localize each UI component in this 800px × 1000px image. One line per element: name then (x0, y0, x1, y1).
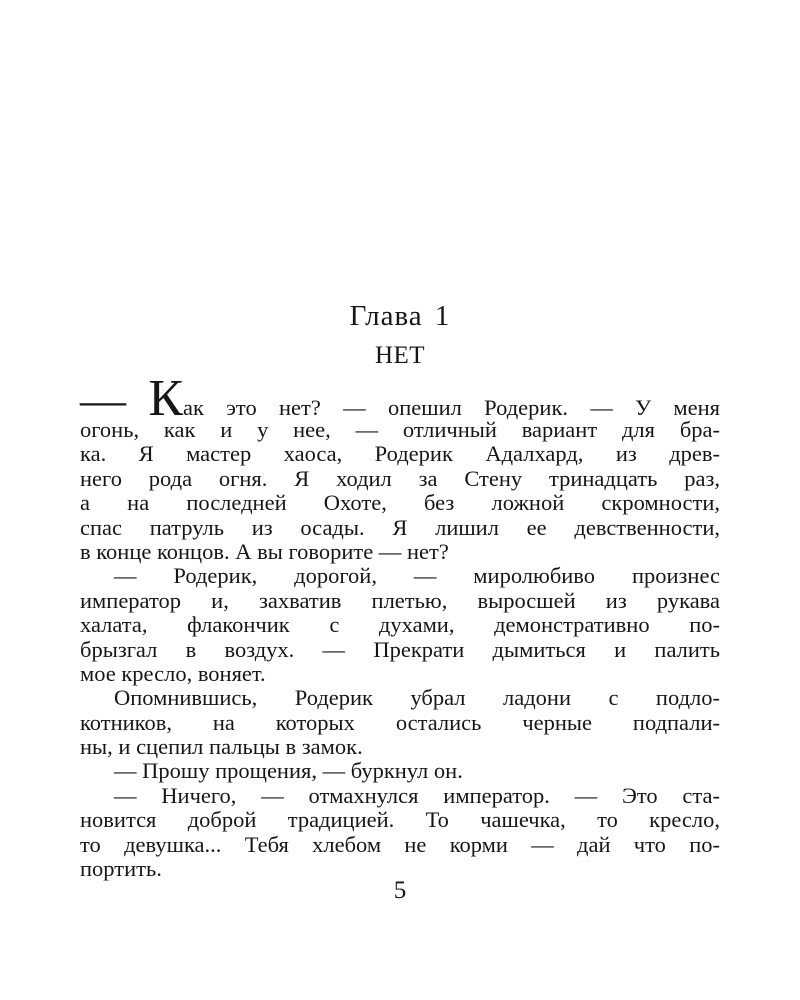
text-line: император и, захватив плетью, выросшей из рукава (80, 587, 720, 613)
text-line: ны, и сцепил пальцы в замок. (80, 734, 363, 760)
page-number: 5 (393, 877, 407, 904)
text-line: — Ничего, — отмахнулся император. — Это ста- (114, 782, 720, 808)
text-line: него рода огня. Я ходил за Стену тринадцать раз, (80, 465, 720, 491)
text-line: спас патруль из осады. Я лишил ее девственности, (80, 514, 720, 540)
chapter-subtitle: НЕТ (374, 342, 426, 369)
drop-cap-letter: К (148, 370, 184, 427)
text-line: ка. Я мастер хаоса, Родерик Адалхард, из древ- (80, 441, 720, 467)
text-line: то девушка... Тебя хлебом не корми — дай что по- (80, 831, 720, 857)
text-line: мое кресло, воняет. (80, 660, 266, 686)
text-line: брызгал в воздух. — Прекрати дымиться и палить (80, 636, 720, 662)
text-line: котников, на которых остались черные подпали- (80, 709, 720, 735)
drop-dash: — (80, 374, 126, 425)
text-line: в конце концов. А вы говорите — нет? (80, 538, 449, 564)
text-line: — Родерик, дорогой, — миролюбиво произнес (114, 563, 720, 589)
text-line: а на последней Охоте, без ложной скромности, (80, 490, 720, 516)
text-line: ак это нет? — опешил Родерик. — У меня (183, 395, 721, 420)
chapter-text (80, 370, 721, 882)
chapter-title: Глава 1 (349, 300, 451, 332)
text-line: Опомнившись, Родерик убрал ладони с подло- (114, 685, 720, 711)
text-line-1 (80, 370, 721, 427)
text-line: огонь, как и у нее, — отличный вариант для бра- (80, 417, 720, 442)
text-line: — Прошу прощения, — буркнул он. (114, 758, 463, 784)
text-line: новится доброй традицией. То чашечка, то кресло, (80, 807, 720, 833)
text-line: халата, флакончик с духами, демонстративно по- (80, 612, 720, 638)
text-line: портить. (80, 856, 162, 882)
